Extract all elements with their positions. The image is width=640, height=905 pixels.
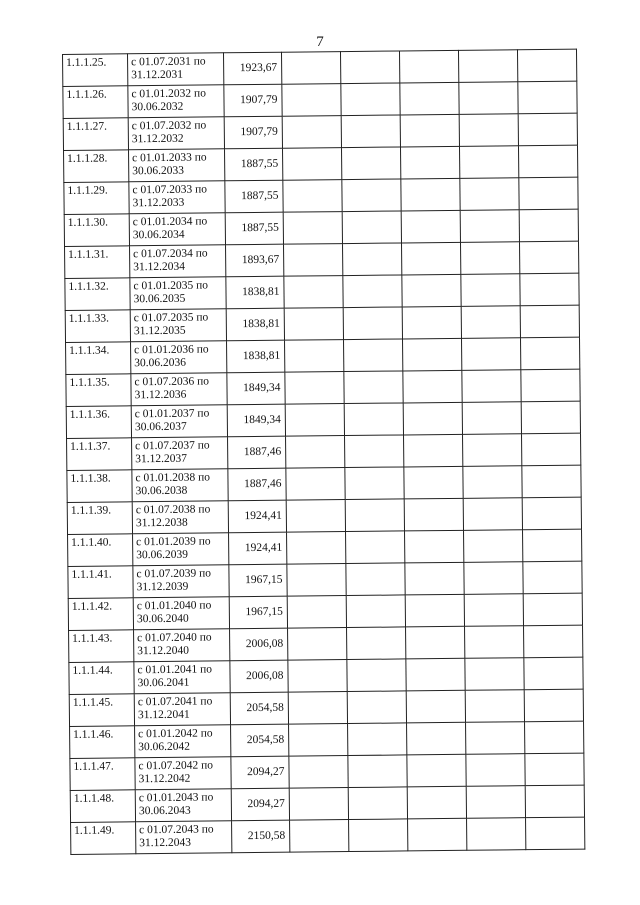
page-number: 7 — [316, 34, 324, 50]
row-index: 1.1.1.46. — [70, 726, 135, 759]
empty-cell — [459, 146, 518, 179]
period-cell — [130, 277, 226, 310]
empty-cell — [403, 370, 462, 403]
tariff-value: 1907,79 — [224, 84, 282, 117]
empty-cell — [286, 436, 345, 469]
table-row — [63, 81, 577, 118]
empty-cell — [349, 819, 408, 852]
tariff-value: 1887,55 — [225, 212, 283, 245]
empty-cell — [520, 305, 579, 338]
table-row — [66, 337, 580, 374]
row-index: 1.1.1.36. — [66, 406, 131, 439]
period-end: 30.06.2037 — [134, 420, 187, 434]
table-row — [67, 497, 581, 534]
period-end: 31.12.2031 — [131, 68, 184, 82]
empty-cell — [341, 83, 400, 116]
tariff-value: 1907,79 — [224, 116, 282, 149]
empty-cell — [284, 244, 343, 277]
empty-cell — [343, 243, 402, 276]
period-end: 31.12.2036 — [134, 388, 187, 402]
empty-cell — [289, 788, 348, 821]
period-end: 30.06.2034 — [132, 228, 185, 242]
empty-cell — [407, 786, 466, 819]
empty-cell — [521, 401, 580, 434]
empty-cell — [290, 820, 349, 853]
empty-cell — [407, 754, 466, 787]
empty-cell — [287, 564, 346, 597]
empty-cell — [341, 115, 400, 148]
period-cell — [134, 693, 230, 726]
row-index: 1.1.1.31. — [65, 246, 130, 279]
empty-cell — [461, 338, 520, 371]
row-index: 1.1.1.47. — [70, 758, 135, 791]
empty-cell — [401, 178, 460, 211]
empty-cell — [283, 212, 342, 245]
tariff-value: 2150,58 — [232, 820, 290, 853]
empty-cell — [466, 786, 525, 819]
period-start: с 01.01.2038 по — [135, 471, 211, 485]
period-cell — [135, 757, 231, 790]
empty-cell — [524, 689, 583, 722]
period-start: с 01.07.2031 по — [131, 55, 206, 69]
period-cell — [132, 437, 228, 470]
empty-cell — [289, 724, 348, 757]
empty-cell — [282, 116, 341, 149]
empty-cell — [401, 210, 460, 243]
empty-cell — [465, 658, 524, 691]
period-end: 30.06.2043 — [138, 804, 191, 818]
empty-cell — [287, 532, 346, 565]
period-cell — [128, 117, 224, 150]
row-index: 1.1.1.33. — [65, 310, 130, 343]
empty-cell — [460, 178, 519, 211]
period-start: с 01.07.2041 по — [137, 695, 213, 709]
empty-cell — [343, 307, 402, 340]
empty-cell — [342, 211, 401, 244]
empty-cell — [464, 594, 523, 627]
empty-cell — [461, 274, 520, 307]
empty-cell — [458, 50, 517, 83]
tariff-value: 2006,08 — [230, 628, 288, 661]
period-start: с 01.07.2040 по — [137, 631, 212, 645]
empty-cell — [463, 498, 522, 531]
empty-cell — [518, 113, 577, 146]
table-row — [69, 625, 583, 662]
period-cell — [134, 661, 230, 694]
row-index: 1.1.1.49. — [71, 822, 136, 855]
empty-cell — [286, 468, 345, 501]
period-cell — [128, 53, 224, 86]
period-start: с 01.01.2037 по — [134, 407, 210, 421]
empty-cell — [524, 625, 583, 658]
tariff-value: 1887,55 — [225, 180, 283, 213]
period-end: 30.06.2039 — [136, 548, 189, 562]
period-start: с 01.01.2035 по — [133, 279, 209, 293]
empty-cell — [518, 81, 577, 114]
empty-cell — [520, 337, 579, 370]
period-cell — [130, 309, 226, 342]
empty-cell — [464, 530, 523, 563]
period-start: с 01.07.2036 по — [134, 375, 210, 389]
row-index: 1.1.1.44. — [69, 662, 134, 695]
empty-cell — [346, 531, 405, 564]
table-row — [68, 593, 582, 630]
empty-cell — [281, 52, 340, 85]
period-end: 31.12.2035 — [133, 324, 186, 338]
empty-cell — [466, 754, 525, 787]
empty-cell — [346, 595, 405, 628]
empty-cell — [465, 690, 524, 723]
period-start: с 01.01.2032 по — [131, 87, 206, 101]
empty-cell — [345, 499, 404, 532]
period-end: 30.06.2035 — [133, 292, 186, 306]
table-row — [68, 561, 582, 598]
period-start: с 01.07.2033 по — [132, 183, 208, 197]
table-row — [71, 817, 585, 854]
row-index: 1.1.1.37. — [67, 438, 132, 471]
empty-cell — [289, 756, 348, 789]
empty-cell — [344, 339, 403, 372]
table-row — [65, 305, 579, 342]
table-row — [66, 401, 580, 438]
empty-cell — [402, 306, 461, 339]
empty-cell — [526, 817, 585, 850]
period-end: 31.12.2033 — [132, 196, 185, 210]
period-end: 30.06.2038 — [135, 484, 188, 498]
empty-cell — [459, 82, 518, 115]
period-cell — [133, 533, 229, 566]
row-index: 1.1.1.42. — [68, 598, 133, 631]
empty-cell — [408, 818, 467, 851]
empty-cell — [347, 627, 406, 660]
tariff-table-wrapper — [62, 49, 585, 855]
empty-cell — [523, 593, 582, 626]
table-row — [67, 433, 581, 470]
period-start: с 01.01.2040 по — [136, 599, 212, 613]
period-cell — [134, 629, 230, 662]
empty-cell — [283, 180, 342, 213]
period-start: с 01.07.2034 по — [133, 247, 208, 261]
empty-cell — [517, 49, 576, 82]
table-row — [69, 689, 583, 726]
tariff-value: 1887,46 — [228, 436, 286, 469]
period-start: с 01.01.2033 по — [132, 151, 207, 165]
empty-cell — [348, 755, 407, 788]
tariff-value: 1838,81 — [227, 340, 285, 373]
empty-cell — [285, 404, 344, 437]
empty-cell — [345, 435, 404, 468]
empty-cell — [404, 434, 463, 467]
empty-cell — [524, 657, 583, 690]
empty-cell — [401, 242, 460, 275]
empty-cell — [400, 146, 459, 179]
period-start: с 01.07.2039 по — [136, 567, 212, 581]
empty-cell — [463, 466, 522, 499]
empty-cell — [523, 529, 582, 562]
period-end: 31.12.2042 — [138, 772, 191, 786]
row-index: 1.1.1.43. — [69, 630, 134, 663]
period-end: 31.12.2043 — [139, 836, 192, 850]
empty-cell — [520, 273, 579, 306]
empty-cell — [400, 114, 459, 147]
period-cell — [133, 597, 229, 630]
empty-cell — [464, 562, 523, 595]
period-end: 30.06.2032 — [131, 100, 184, 114]
table-row — [63, 49, 577, 86]
row-index: 1.1.1.27. — [63, 118, 128, 151]
empty-cell — [522, 497, 581, 530]
period-start: с 01.07.2032 по — [131, 119, 207, 133]
period-end: 31.12.2039 — [136, 580, 189, 594]
period-start: с 01.07.2035 по — [133, 311, 209, 325]
empty-cell — [347, 659, 406, 692]
empty-cell — [525, 785, 584, 818]
empty-cell — [287, 596, 346, 629]
empty-cell — [342, 179, 401, 212]
tariff-value: 1849,34 — [227, 404, 285, 437]
row-index: 1.1.1.32. — [65, 278, 130, 311]
empty-cell — [340, 51, 399, 84]
period-end: 31.12.2034 — [133, 260, 186, 274]
period-cell — [131, 373, 227, 406]
tariff-value: 1924,41 — [228, 500, 286, 533]
empty-cell — [403, 338, 462, 371]
table-row — [70, 785, 584, 822]
empty-cell — [284, 276, 343, 309]
empty-cell — [519, 209, 578, 242]
empty-cell — [285, 340, 344, 373]
empty-cell — [522, 433, 581, 466]
period-cell — [133, 565, 229, 598]
table-row — [68, 529, 582, 566]
table-row — [64, 145, 578, 182]
empty-cell — [403, 402, 462, 435]
empty-cell — [459, 114, 518, 147]
empty-cell — [460, 242, 519, 275]
empty-cell — [406, 658, 465, 691]
empty-cell — [462, 370, 521, 403]
tariff-value: 1893,67 — [226, 244, 284, 277]
tariff-table — [62, 49, 585, 855]
empty-cell — [465, 626, 524, 659]
tariff-value: 1924,41 — [229, 532, 287, 565]
tariff-value: 2006,08 — [230, 660, 288, 693]
period-start: с 01.07.2043 по — [139, 823, 214, 837]
table-row — [64, 209, 578, 246]
empty-cell — [341, 147, 400, 180]
row-index: 1.1.1.40. — [68, 534, 133, 567]
empty-cell — [467, 818, 526, 851]
period-end: 30.06.2036 — [134, 356, 187, 370]
period-cell — [131, 405, 227, 438]
tariff-value: 1849,34 — [227, 372, 285, 405]
empty-cell — [345, 467, 404, 500]
period-start: с 01.01.2036 по — [134, 343, 209, 357]
empty-cell — [463, 434, 522, 467]
empty-cell — [406, 626, 465, 659]
tariff-value: 1838,81 — [226, 308, 284, 341]
tariff-table-body — [63, 49, 585, 854]
period-cell — [135, 789, 231, 822]
table-row — [64, 177, 578, 214]
period-start: с 01.01.2039 по — [136, 535, 211, 549]
empty-cell — [288, 660, 347, 693]
empty-cell — [282, 84, 341, 117]
empty-cell — [461, 306, 520, 339]
tariff-value: 2094,27 — [231, 756, 289, 789]
period-end: 30.06.2033 — [132, 164, 185, 178]
empty-cell — [404, 466, 463, 499]
period-cell — [131, 341, 227, 374]
tariff-value: 1887,55 — [225, 148, 283, 181]
empty-cell — [405, 594, 464, 627]
period-cell — [132, 501, 228, 534]
tariff-value: 1967,15 — [229, 596, 287, 629]
table-row — [66, 369, 580, 406]
table-row — [65, 241, 579, 278]
period-end: 30.06.2040 — [136, 612, 189, 626]
table-row — [70, 721, 584, 758]
empty-cell — [346, 563, 405, 596]
tariff-value: 2054,58 — [231, 724, 289, 757]
row-index: 1.1.1.45. — [69, 694, 134, 727]
tariff-value: 2054,58 — [230, 692, 288, 725]
row-index: 1.1.1.26. — [63, 86, 128, 119]
row-index: 1.1.1.39. — [67, 502, 132, 535]
empty-cell — [462, 402, 521, 435]
empty-cell — [518, 145, 577, 178]
empty-cell — [404, 498, 463, 531]
empty-cell — [402, 274, 461, 307]
row-index: 1.1.1.28. — [64, 150, 129, 183]
row-index: 1.1.1.48. — [70, 790, 135, 823]
empty-cell — [519, 177, 578, 210]
period-start: с 01.07.2042 по — [138, 759, 214, 773]
row-index: 1.1.1.30. — [64, 214, 129, 247]
empty-cell — [343, 275, 402, 308]
empty-cell — [460, 210, 519, 243]
period-end: 31.12.2041 — [137, 708, 190, 722]
empty-cell — [466, 722, 525, 755]
empty-cell — [525, 753, 584, 786]
table-row — [67, 465, 581, 502]
empty-cell — [522, 465, 581, 498]
tariff-value: 1838,81 — [226, 276, 284, 309]
empty-cell — [406, 690, 465, 723]
period-start: с 01.01.2042 по — [138, 727, 213, 741]
empty-cell — [399, 50, 458, 83]
period-end: 31.12.2040 — [137, 644, 190, 658]
period-cell — [130, 245, 226, 278]
empty-cell — [348, 787, 407, 820]
tariff-value: 1923,67 — [223, 52, 281, 85]
empty-cell — [521, 369, 580, 402]
empty-cell — [286, 500, 345, 533]
period-end: 31.12.2037 — [135, 452, 188, 466]
tariff-value: 2094,27 — [231, 788, 289, 821]
table-row — [70, 753, 584, 790]
period-cell — [129, 213, 225, 246]
empty-cell — [525, 721, 584, 754]
empty-cell — [344, 371, 403, 404]
period-cell — [136, 821, 232, 854]
empty-cell — [285, 372, 344, 405]
row-index: 1.1.1.41. — [68, 566, 133, 599]
period-cell — [128, 85, 224, 118]
period-start: с 01.01.2041 по — [137, 663, 213, 677]
empty-cell — [344, 403, 403, 436]
period-start: с 01.01.2043 по — [138, 791, 214, 805]
empty-cell — [348, 723, 407, 756]
tariff-value: 1967,15 — [229, 564, 287, 597]
period-cell — [129, 181, 225, 214]
period-start: с 01.01.2034 по — [132, 215, 208, 229]
period-cell — [129, 149, 225, 182]
period-cell — [135, 725, 231, 758]
empty-cell — [523, 561, 582, 594]
period-end: 30.06.2041 — [137, 676, 190, 690]
period-cell — [132, 469, 228, 502]
empty-cell — [407, 722, 466, 755]
empty-cell — [282, 148, 341, 181]
period-end: 31.12.2032 — [131, 132, 184, 146]
table-row — [63, 113, 577, 150]
period-start: с 01.07.2038 по — [135, 503, 211, 517]
empty-cell — [347, 691, 406, 724]
row-index: 1.1.1.38. — [67, 470, 132, 503]
empty-cell — [288, 692, 347, 725]
tariff-value: 1887,46 — [228, 468, 286, 501]
period-start: с 01.07.2037 по — [135, 439, 210, 453]
empty-cell — [400, 82, 459, 115]
row-index: 1.1.1.34. — [66, 342, 131, 375]
empty-cell — [405, 562, 464, 595]
empty-cell — [288, 628, 347, 661]
period-end: 30.06.2042 — [138, 740, 191, 754]
empty-cell — [519, 241, 578, 274]
row-index: 1.1.1.35. — [66, 374, 131, 407]
empty-cell — [284, 308, 343, 341]
table-row — [65, 273, 579, 310]
empty-cell — [405, 530, 464, 563]
row-index: 1.1.1.29. — [64, 182, 129, 215]
row-index: 1.1.1.25. — [63, 54, 128, 87]
period-end: 31.12.2038 — [135, 516, 188, 530]
table-row — [69, 657, 583, 694]
